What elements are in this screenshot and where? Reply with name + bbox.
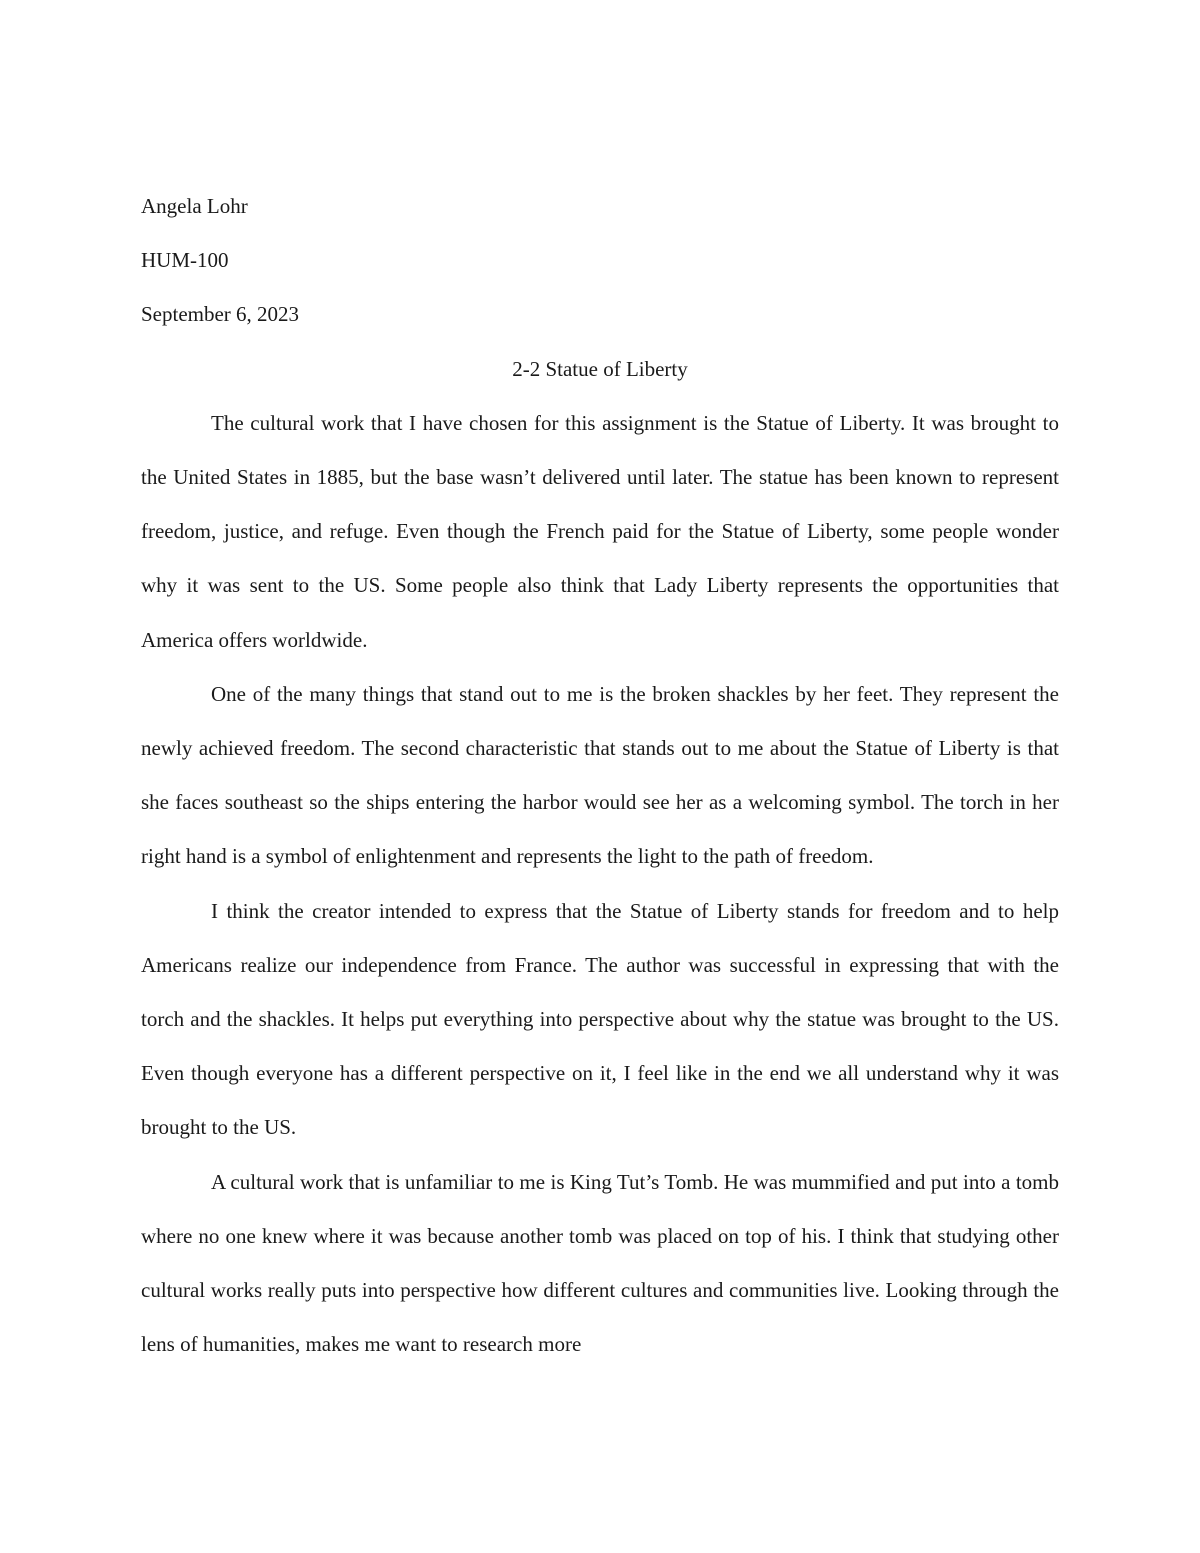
document-body — [141, 179, 1059, 1371]
course-code: HUM-100 — [141, 248, 229, 273]
author-name: Angela Lohr — [141, 194, 248, 218]
document-date: September 6, 2023 — [141, 302, 300, 327]
paragraph-4: A cultural work that is unfamiliar to me is King Tut’s Tomb. He was mummified and put into a tomb where no one knew where it was because another tomb was placed on top of his. I think that studying other cultural works really puts into perspective how different cultures and communities live. Looking through the lens of humanities, makes me want to research more — [141, 1169, 1059, 1357]
paragraph-2: One of the many things that stand out to me is the broken shackles by her feet. They represent the newly achieved freedom. The second characteristic that stands out to me about the Statue of Liberty is that she faces southeast so the ships entering the harbor would see her as a welcoming symbol. The torch in her right hand is a symbol of enlightenment and represents the light to the path of freedom. — [141, 681, 1059, 869]
document-title: 2-2 Statue of Liberty — [512, 356, 688, 381]
paragraph-1: The cultural work that I have chosen for this assignment is the Statue of Liberty. It was brought to the United States in 1885, but the base wasn’t delivered until later. The statue has been known to represent freedom, justice, and refuge. Even though the French paid for the Statue of Liberty, some people wonder why it was sent to the US. Some people also think that Lady Liberty represents the opportunities that America offers worldwide. — [141, 410, 1059, 652]
paragraph-3: I think the creator intended to express that the Statue of Liberty stands for freedom and to help Americans realize our independence from France. The author was successful in expressing that with the torch and the shackles. It helps put everything into perspective about why the statue was brought to the US. Even though everyone has a different perspective on it, I feel like in the end we all understand why it was brought to the US. — [141, 898, 1059, 1140]
